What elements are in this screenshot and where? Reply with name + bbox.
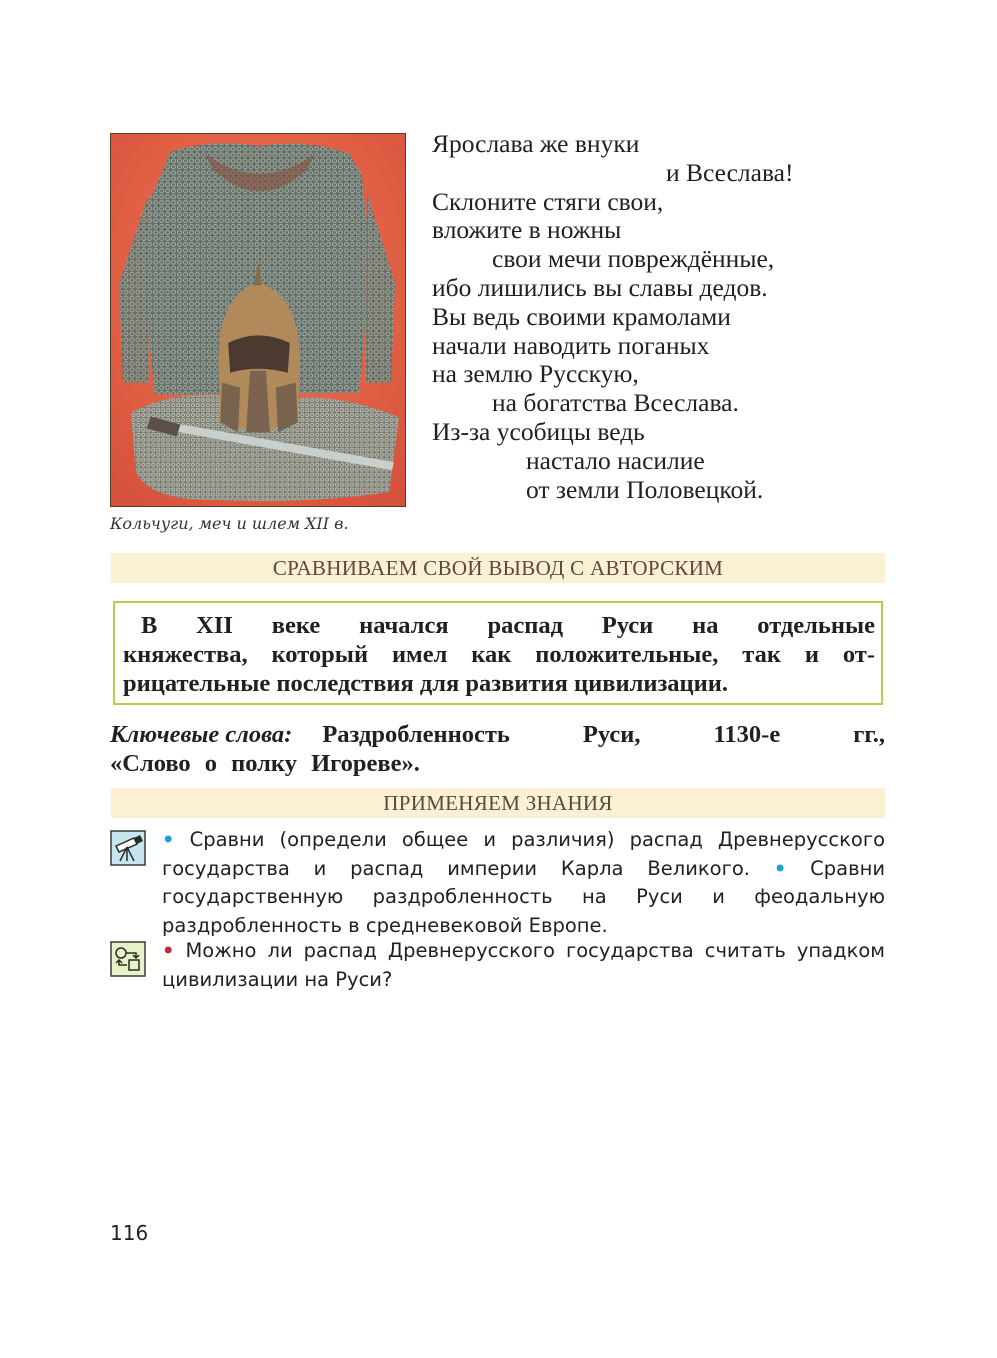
task-text: Можно ли распад Древнерусского государства считать упадком цивилизации на Руси?: [162, 939, 885, 991]
keywords: [110, 720, 885, 778]
chainmail-photo: [110, 133, 406, 507]
photo-caption: Кольчуги, меч и шлем XII в.: [110, 514, 349, 533]
poem: [432, 130, 794, 504]
keywords-part1: Раздробленность Руси, 1130-е гг.,: [322, 721, 885, 748]
conclusion-line: В XII веке начался распад Руси на отдельные: [141, 612, 875, 639]
task-bullet: •: [773, 856, 787, 880]
task-item: [110, 937, 885, 994]
telescope-icon: [110, 830, 146, 866]
poem-line: настало насилие: [526, 445, 705, 475]
poem-line: свои мечи повреждённые,: [492, 244, 775, 274]
page-number: 116: [110, 1221, 149, 1245]
task-item: [110, 826, 885, 940]
poem-line: от земли Половецкой.: [526, 474, 764, 504]
poem-line: ибо лишились вы славы дедов.: [432, 272, 768, 302]
conclusion-box: [113, 601, 883, 705]
poem-line: Ярослава же внуки: [432, 129, 640, 158]
keywords-label: Ключевые слова:: [110, 721, 293, 748]
poem-line: на землю Русскую,: [432, 359, 639, 389]
conclusion-line: княжества, который имел как положительные, так и от-: [123, 641, 875, 668]
poem-line: начали наводить поганых: [432, 330, 710, 360]
poem-line: Из-за усобицы ведь: [432, 416, 645, 446]
poem-line: Склоните стяги свои,: [432, 186, 664, 216]
keywords-part2: «Слово о полку Игореве».: [110, 750, 420, 777]
apply-heading: ПРИМЕНЯЕМ ЗНАНИЯ: [111, 788, 885, 818]
chainmail-helmet-sword-photo: [111, 134, 405, 506]
task-bullet: •: [162, 939, 175, 962]
task-text: Сравни государственную раздробленность на Руси и феодальную раздробленность в средневековой Европе.: [162, 856, 886, 937]
transform-icon: [110, 941, 146, 977]
conclusion-line: рицательные последствия для развития цивилизации.: [123, 670, 729, 697]
poem-line: вложите в ножны: [432, 215, 622, 245]
compare-heading: СРАВНИВАЕМ СВОЙ ВЫВОД С АВТОРСКИМ: [111, 553, 885, 583]
poem-line: и Всеслава!: [666, 157, 794, 187]
task-bullet: •: [162, 828, 175, 851]
poem-line: Вы ведь своими крамолами: [432, 301, 731, 331]
poem-line: на богатства Всеслава.: [492, 388, 739, 418]
task-text: Сравни (определи общее и различия) распад Древнерусского государства и распад империи Карла Великого.: [162, 828, 885, 880]
